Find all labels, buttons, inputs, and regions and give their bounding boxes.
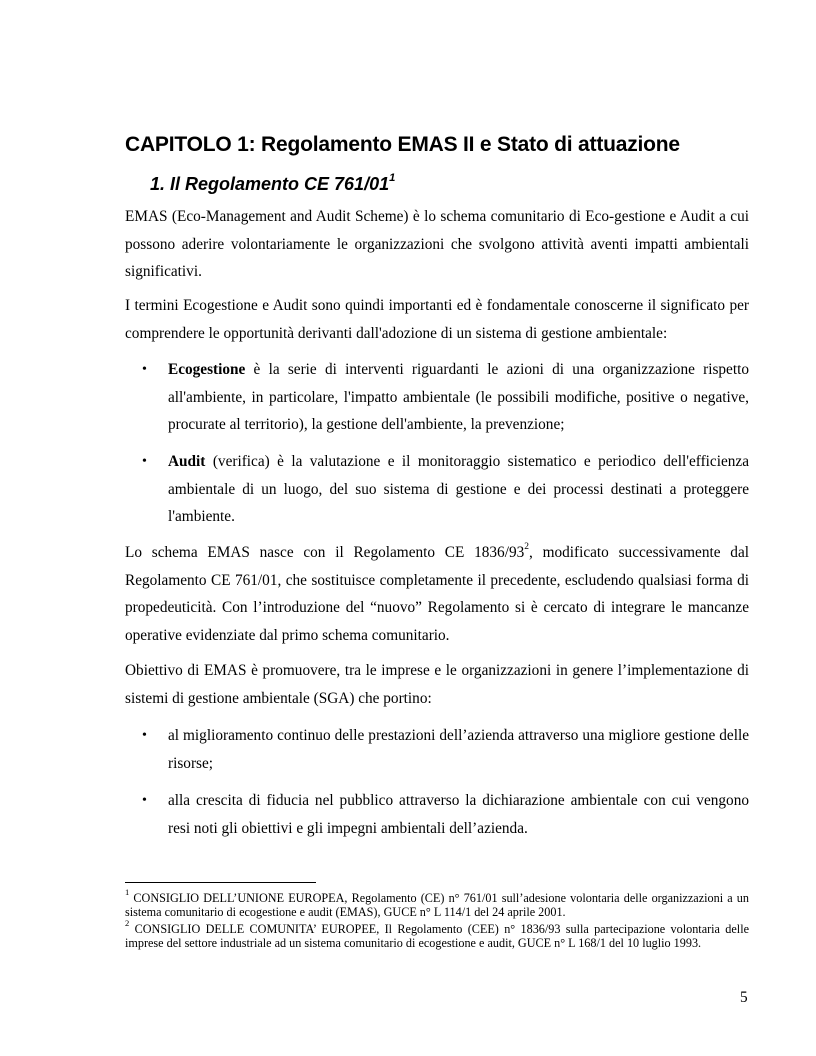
bullet-dot: • bbox=[142, 454, 147, 469]
footnote-2 bbox=[125, 918, 749, 951]
paragraph-emas-origin bbox=[125, 539, 749, 650]
footnote-text: CONSIGLIO DELL’UNIONE EUROPEA, Regolamento (CE) n° 761/01 sull’adesione volontaria delle organizzazioni a un sistema comunitario di ecogestione e audit (EMAS), GUCE n° L 114/1 del 24 aprile 2001. bbox=[125, 891, 749, 920]
paragraph-text: Lo schema EMAS nasce con il Regolamento CE 1836/93 bbox=[125, 544, 525, 561]
bullet-dot: • bbox=[142, 793, 147, 808]
footnote-1 bbox=[125, 887, 749, 920]
paragraph-text: , modificato successivamente dal Regolamento CE 761/01, che sostituisce completamente il precedente, escludendo qualsiasi forma di propedeuticità. Con l’introduzione del “nuovo” Regolamento si è cercato di integrare le mancanze operative evidenziate dal primo schema comunitario. bbox=[125, 544, 749, 645]
paragraph-objective: Obiettivo di EMAS è promuovere, tra le imprese e le organizzazioni in genere l’implementazione di sistemi di gestione ambientale (SGA) che portino: bbox=[125, 662, 749, 707]
bullet-dot: • bbox=[142, 362, 147, 377]
footnote-text: CONSIGLIO DELLE COMUNITA’ EUROPEE, Il Regolamento (CEE) n° 1836/93 sulla partecipazione volontaria delle imprese del settore industriale ad un sistema comunitario di ecogestione e audit, GUCE n° L 168/1 del 10 luglio 1993. bbox=[125, 922, 749, 951]
footnote-ref-1: 1 bbox=[389, 172, 396, 185]
goal-item bbox=[125, 722, 749, 777]
definition-body: è la serie di interventi riguardanti le azioni di una organizzazione rispetto all'ambiente, in particolare, l'impatto ambientale (le possibili modifiche, positive o negative, procurate al territorio), la gestione dell'ambiente, la prevenzione; bbox=[168, 361, 749, 434]
definition-item-ecogestione bbox=[125, 356, 749, 439]
page-number: 5 bbox=[740, 989, 748, 1006]
footnote-ref-2: 2 bbox=[524, 542, 529, 553]
footnote-number: 1 bbox=[125, 887, 130, 898]
goal-text: alla crescita di fiducia nel pubblico attraverso la dichiarazione ambientale con cui vengono resi noti gli obiettivi e gli impegni ambientali dell’azienda. bbox=[168, 792, 749, 837]
definition-item-audit bbox=[125, 448, 749, 531]
footnote-divider bbox=[125, 882, 316, 883]
definition-body: (verifica) è la valutazione e il monitoraggio sistematico e periodico dell'efficienza ambientale di un luogo, del suo sistema di gestione e dei processi destinati a proteggere l'ambiente. bbox=[168, 453, 749, 526]
paragraph-emas-intro: EMAS (Eco-Management and Audit Scheme) è lo schema comunitario di Eco-gestione e Audit a cui possono aderire volontariamente le organizzazioni che svolgono attività aventi impatti ambientali significativi. bbox=[125, 208, 749, 281]
footnote-number: 2 bbox=[125, 918, 130, 929]
chapter-title: CAPITOLO 1: Regolamento EMAS II e Stato di attuazione bbox=[125, 133, 680, 156]
definition-text bbox=[168, 356, 749, 439]
goal-item bbox=[125, 787, 749, 842]
bullet-dot: • bbox=[142, 728, 147, 743]
goal-text: al miglioramento continuo delle prestazioni dell’azienda attraverso una migliore gestione delle risorse; bbox=[168, 727, 749, 772]
paragraph-terms: I termini Ecogestione e Audit sono quindi importanti ed è fondamentale conoscerne il significato per comprendere le opportunità derivanti dall'adozione di un sistema di gestione ambientale: bbox=[125, 297, 749, 342]
section-title bbox=[150, 174, 395, 195]
definition-term: Ecogestione bbox=[168, 361, 246, 378]
section-title-text: 1. Il Regolamento CE 761/01 bbox=[150, 174, 390, 194]
definition-term: Audit bbox=[168, 453, 206, 470]
definition-text bbox=[168, 448, 749, 531]
